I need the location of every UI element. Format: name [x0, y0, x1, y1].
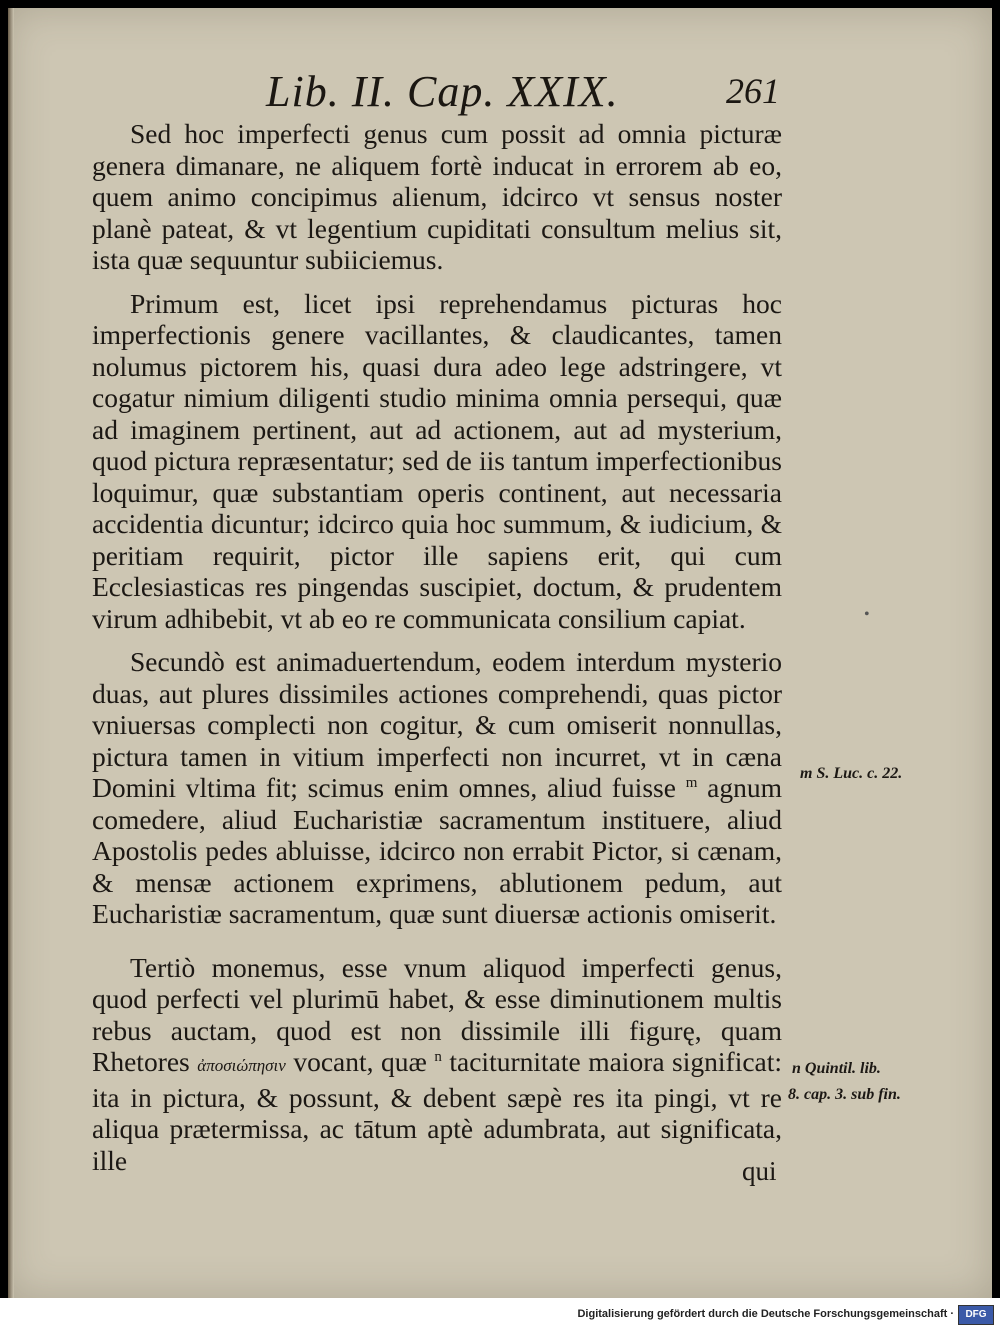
- funding-credit: Digitalisierung gefördert durch die Deutsche Forschungsgemeinschaft ·: [577, 1308, 954, 1320]
- catchword: qui: [742, 1156, 777, 1186]
- text-body: [92, 118, 782, 1188]
- paragraph-3-part-2: agnum comedere, aliud Eucharistiæ sacramentum instituere, aliud Apostolis pedes abluisse, idcirco non errabit Pictor, si cænam, & mensæ actionem exprimens, ablutionem pedum, aut Eucharistiæ sacramentum, quæ sunt diuersæ actionis omiserit.: [92, 772, 782, 929]
- ink-speck: •: [864, 606, 870, 623]
- margin-note-n-line-1: n Quintil. lib.: [792, 1060, 881, 1077]
- margin-note-n-line-2: 8. cap. 3. sub fin.: [788, 1086, 901, 1103]
- paragraph-4: [92, 952, 782, 1177]
- paragraph-3-part-1: Secundò est animaduertendum, eodem interdum mysterio duas, aut plures dissimiles actiones comprehendi, quas pictor vniuersas complecti non cogitur, & cum omiserit nonnullas, pictura tamen in vitium imperfecti non incurret, vt in cæna Domini vltima fit; scimus enim omnes, aliud fuisse: [92, 646, 782, 803]
- running-title: Lib. II. Cap. XXIX.: [266, 67, 619, 116]
- paragraph-4-part-2: vocant, quæ: [293, 1046, 427, 1077]
- paragraph-1: Sed hoc imperfecti genus cum possit ad omnia picturæ genera dimanare, ne aliquem fortè inducat in errorem ab eo, quem animo concipimus alienum, idcirco vt sensus noster planè pateat, & vt legentium cupiditati consultum melius sit, ista quæ sequuntur subiiciemus.: [92, 118, 782, 275]
- book-page: [8, 8, 992, 1298]
- footnote-mark-m: m: [685, 774, 698, 791]
- page-number: 261: [726, 71, 780, 111]
- dfg-logo-icon: DFG: [958, 1305, 994, 1325]
- paragraph-2: Primum est, licet ipsi reprehendamus picturas hoc imperfectionis genere vacillantes, & claudicantes, tamen nolumus pictorem his, quasi dura adeo lege adstringere, vt cogatur nimium diligenti studio minima omnia persequi, quæ ad imaginem pertinent, aut ad actionem, aut ad mysterium, quod pictura repræsentatur; sed de iis tantum imperfectionibus loquimur, quæ substantiam operis continent, aut necessaria accidentia dicuntur; idcirco quia hoc summum, & iudicium, & peritiam requirit, pictor ille sapiens erit, qui cum Ecclesiasticas res pingendas suscipiet, doctum, & prudentem virum adhibebit, vt ab eo re communicata consilium capiat.: [92, 287, 782, 634]
- paragraph-3: [92, 646, 782, 930]
- page-gutter: [8, 8, 14, 1298]
- footnote-mark-n: n: [434, 1048, 442, 1065]
- paragraph-4-part-3: taciturnitate maiora significat: ita in pictura, & possunt, & debent sæpè res ita pingi, vt re aliqua prætermissa, ac tātum aptè adumbrata, aut significata, ille: [92, 1046, 783, 1176]
- margin-note-m: m S. Luc. c. 22.: [800, 765, 903, 782]
- footer-bar: [0, 1298, 1000, 1332]
- paragraph-4-part-1: Tertiò monemus, esse vnum aliquod imperfecti genus, quod perfecti vel plurimū habet, & esse diminutionem multis rebus auctam, quod est non dissimile illi figurę, quam Rhetores: [92, 951, 782, 1077]
- greek-term: ἀποσιώπησιν: [197, 1056, 286, 1075]
